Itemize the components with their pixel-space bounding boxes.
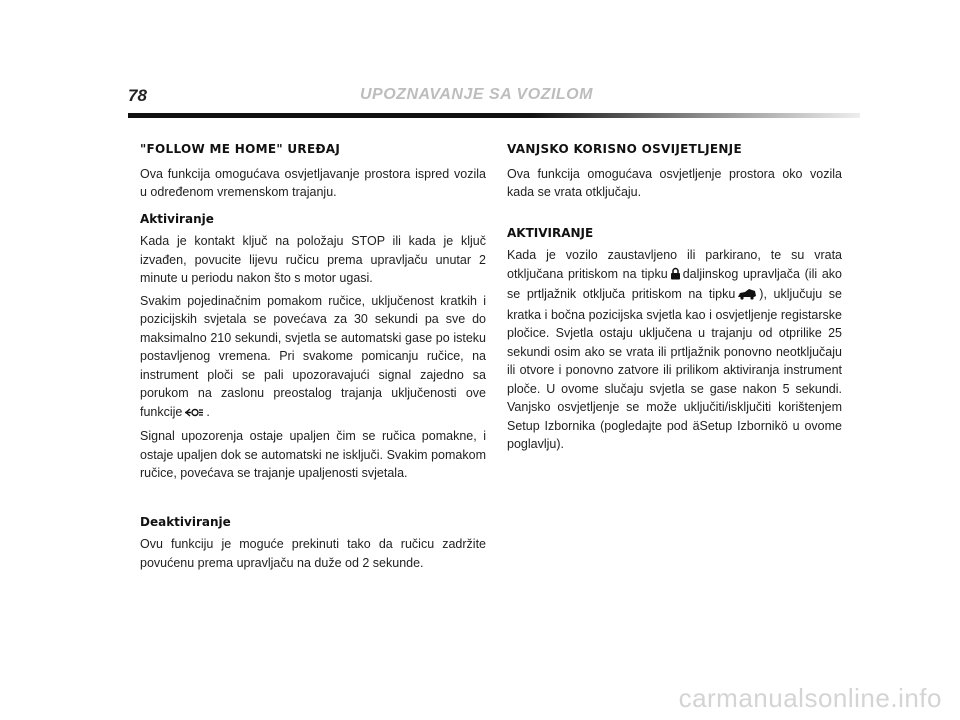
exterior-intro-paragraph: Ova funkcija omogućava osvjetljenje prostora oko vozila kada se vrata otključaju. — [507, 166, 842, 199]
chapter-title: UPOZNAVANJE SA VOZILOM — [360, 86, 593, 103]
deactivation-paragraph: Ovu funkciju je moguće prekinuti tako da ručicu zadržite povućenu prema upravljaču na duže od 2 sekunde. — [140, 537, 486, 570]
exterior-paragraph-part-3: ), uključuju se kratka i bočna pozicijska svjetla kao i osvjetljenje registarske pločice. Svjetla ostaju uključena u trajanju od otprilike 25 sekundi osim ako se vrata ili prtljažnik ponovno neotključaju ili otvore i ponovno zatvore ili prilikom aktiviranja instrument ploče. U ovome slučaju svjetla se gase nakon 5 sekundi. Vanjsko osvjetljenje se može uključiti/isključiti korištenjem Setup Izbornika (pogledajte pod äSetup Izbornikö u ovome poglavlju). — [507, 287, 842, 451]
header-divider — [128, 113, 860, 118]
exterior-activation-paragraph — [507, 246, 842, 454]
exterior-paragraph-part-2: daljinskog upravljača (ili ako se prtljažnik otključa pritiskom na tipku — [507, 266, 842, 301]
left-column — [140, 140, 486, 576]
follow-me-home-heading: "FOLLOW ME HOME" UREĐAJ — [140, 142, 341, 156]
exterior-paragraph-part-1: Kada je vozilo zaustavljeno ili parkirano, te su vrata otključana pritiskom na tipku — [507, 248, 842, 281]
activation-paragraph-2-end: . — [206, 404, 210, 419]
deactivation-heading: Deaktiviranje — [140, 514, 231, 529]
page-number: 78 — [128, 86, 147, 105]
exterior-lighting-heading: VANJSKO KORISNO OSVIJETLJENJE — [507, 142, 742, 156]
activation-paragraph-2-text: Svakim pojedinačnim pomakom ručice, uključenost kratkih i pozicijskih svjetala se povećava za 30 sekundi pa sve do maksimalno 210 sekundi, svjetla se automatski gase po isteku postavljenog vremena. Pri svakome pomicanju ručice, na instrument ploči se pali upozoravajući signal zajedno sa porukom na zaslonu preostalog trajanja uključenosti ove funkcije — [140, 293, 486, 419]
activation-heading: Aktiviranje — [140, 211, 214, 226]
exterior-activation-heading: AKTIVIRANJE — [507, 225, 594, 240]
padlock-icon — [670, 267, 681, 286]
activation-paragraph-3: Signal upozorenja ostaje upaljen čim se ručica pomakne, i ostaje upaljen dok se automatski ne isključi. Svakim pomakom ručice, povećava se trajanje upaljenosti svjetala. — [140, 429, 486, 480]
right-column — [507, 140, 842, 458]
car-trunk-icon — [737, 287, 757, 306]
activation-paragraph-1: Kada je kontakt ključ na položaju STOP ili kada je ključ izvađen, povucite lijevu ručicu prema upravljaču unutar 2 minute u periodu nakon što s motor ugasi. — [140, 234, 486, 285]
watermark: carmanualsonline.info — [678, 683, 942, 713]
follow-me-home-icon — [184, 405, 204, 424]
activation-paragraph-2 — [140, 292, 486, 424]
intro-paragraph: Ova funkcija omogućava osvjetljavanje prostora ispred vozila u određenom vremenskom trajanju. — [140, 166, 486, 199]
